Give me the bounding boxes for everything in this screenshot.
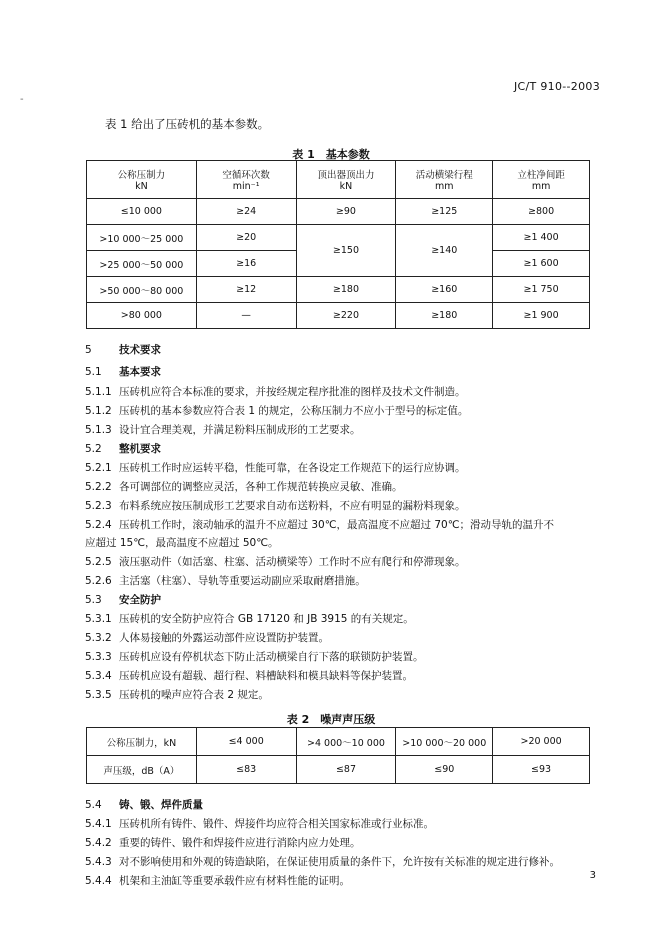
table-cell: >20 000: [493, 728, 590, 756]
table-cell: 公称压制力，kN: [87, 728, 197, 756]
section-heading: 5.3 安全防护: [85, 594, 161, 606]
scan-mark: -: [20, 94, 24, 105]
clause-item: 5.3.4 压砖机应设有超载、超行程、料槽缺料和模具缺料等保护装置。: [85, 670, 413, 682]
table-row: [87, 199, 590, 225]
table-cell: ≥180: [296, 277, 396, 303]
table-cell: ≥16: [196, 251, 296, 277]
table-cell: ≥20: [196, 225, 296, 251]
table-cell: ≤4 000: [196, 728, 296, 756]
table1-header-row: [87, 161, 590, 199]
table2-caption: 表 2 噪声声压级: [286, 713, 376, 726]
table-cell: ≥1 900: [493, 303, 590, 329]
clause-item: 5.2.5 液压驱动件（如活塞、柱塞、活动横梁等）工作时不应有爬行和停滞现象。: [85, 556, 466, 568]
table-row: [87, 756, 590, 784]
table1-header-cell: 活动横梁行程 mm: [396, 161, 493, 199]
clause-item: 5.4.4 机架和主油缸等重要承载件应有材料性能的证明。: [85, 875, 350, 887]
table1-header-cell: 公称压制力 kN: [87, 161, 197, 199]
clause-item: 5.3.3 压砖机应设有停机状态下防止活动横梁自行下落的联锁防护装置。: [85, 651, 424, 663]
clause-item: 5.2.2 各可调部位的调整应灵活，各种工作规范转换应灵敏、准确。: [85, 481, 403, 493]
section-heading: 5 技术要求: [85, 344, 161, 356]
table-cell: ≥1 600: [493, 251, 590, 277]
section-heading: 5.1 基本要求: [85, 366, 161, 378]
table-cell: ≤90: [396, 756, 493, 784]
table-cell: >10 000～25 000: [87, 225, 197, 251]
intro-text: 表 1 给出了压砖机的基本参数。: [105, 117, 270, 131]
table-cell: ≥220: [296, 303, 396, 329]
table-cell: 声压级，dB（A）: [87, 756, 197, 784]
table-cell: ≥140: [396, 225, 493, 277]
clause-item: 5.3.5 压砖机的噪声应符合表 2 规定。: [85, 689, 269, 701]
page-number: 3: [589, 870, 596, 881]
document-code: JC/T 910--2003: [514, 80, 600, 93]
table1-header-cell: 空循环次数 min⁻¹: [196, 161, 296, 199]
table-cell: ≥12: [196, 277, 296, 303]
clause-item: 5.4.1 压砖机所有铸件、锻件、焊接件均应符合相关国家标准或行业标准。: [85, 818, 434, 830]
clause-item: 5.4.2 重要的铸件、锻件和焊接件应进行消除内应力处理。: [85, 837, 361, 849]
clause-item: 5.1.2 压砖机的基本参数应符合表 1 的规定，公称压制力不应小于型号的标定值。: [85, 405, 469, 417]
clause-item: 5.3.1 压砖机的安全防护应符合 GB 17120 和 JB 3915 的有关规定。: [85, 613, 414, 625]
clause-item: 5.3.2 人体易接触的外露运动部件应设置防护装置。: [85, 632, 329, 644]
section-heading: 5.2 整机要求: [85, 443, 161, 455]
table-cell: >25 000～50 000: [87, 251, 197, 277]
table1-header-cell: 立柱净间距 mm: [493, 161, 590, 199]
table-cell: >10 000～20 000: [396, 728, 493, 756]
section-heading: 5.4 铸、锻、焊件质量: [85, 799, 203, 811]
table-cell: ≥125: [396, 199, 493, 225]
table-cell: —: [196, 303, 296, 329]
clause-item: 5.2.4 压砖机工作时，滚动轴承的温升不应超过 30℃，最高温度不应超过 70℃；滑动导轨的温升不: [85, 519, 554, 531]
clause-item: 5.2.6 主活塞（柱塞）、导轨等重要运动副应采取耐磨措施。: [85, 575, 366, 587]
table-cell: ≥150: [296, 225, 396, 277]
table-cell: ≥800: [493, 199, 590, 225]
table-row: [87, 277, 590, 303]
table-cell: ≥160: [396, 277, 493, 303]
clause-item: 5.4.3 对不影响使用和外观的铸造缺陷，在保证使用质量的条件下，允许按有关标准的规定进行修补。: [85, 856, 560, 868]
table-cell: ≥1 750: [493, 277, 590, 303]
table1-basic-parameters: [86, 160, 590, 329]
table-row: [87, 303, 590, 329]
table1-caption: 表 1 基本参数: [292, 148, 370, 161]
clause-item: 5.2.1 压砖机工作时应运转平稳，性能可靠，在各设定工作规范下的运行应协调。: [85, 462, 466, 474]
table-cell: ≥24: [196, 199, 296, 225]
clause-item: 5.1.3 设计宜合理美观，并满足粉料压制成形的工艺要求。: [85, 424, 361, 436]
table-cell: >50 000～80 000: [87, 277, 197, 303]
table1-header-cell: 顶出器顶出力 kN: [296, 161, 396, 199]
table-row: [87, 225, 590, 251]
table-row: [87, 728, 590, 756]
table-cell: ≤10 000: [87, 199, 197, 225]
table2-noise-level: [86, 727, 590, 784]
clause-item: 5.1.1 压砖机应符合本标准的要求，并按经规定程序批准的图样及技术文件制造。: [85, 386, 466, 398]
table-cell: ≥1 400: [493, 225, 590, 251]
table-cell: >4 000～10 000: [296, 728, 396, 756]
table-cell: ≤93: [493, 756, 590, 784]
clause-item: 5.2.3 布料系统应按压制成形工艺要求自动布送粉料，不应有明显的漏粉料现象。: [85, 500, 466, 512]
table-cell: ≥90: [296, 199, 396, 225]
table-cell: ≤83: [196, 756, 296, 784]
table-cell: ≥180: [396, 303, 493, 329]
table-cell: >80 000: [87, 303, 197, 329]
clause-item-continuation: 应超过 15℃，最高温度不应超过 50℃。: [85, 537, 279, 549]
table-cell: ≤87: [296, 756, 396, 784]
